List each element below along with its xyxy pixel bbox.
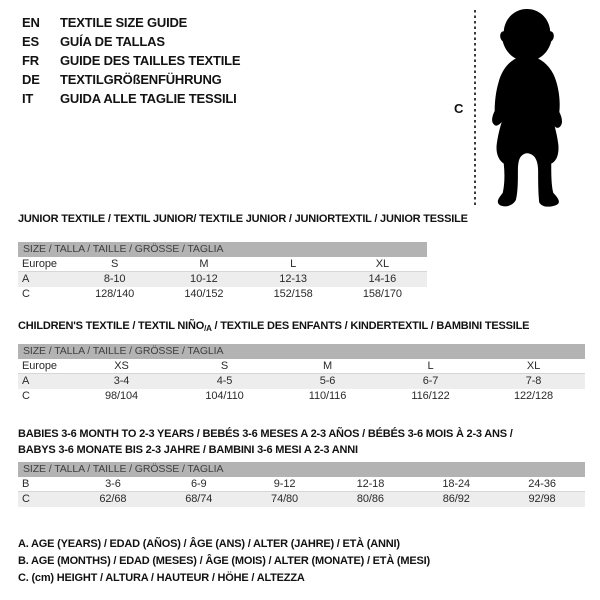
babies-size-table bbox=[18, 462, 585, 507]
footnote-c: C. (cm) HEIGHT / ALTURA / HAUTEUR / HÖHE / ALTEZZA bbox=[18, 572, 305, 584]
table-cell: 18-24 bbox=[442, 478, 471, 490]
legend-row bbox=[22, 70, 240, 89]
table-cell: XS bbox=[114, 360, 129, 372]
table-rows bbox=[18, 477, 585, 507]
table-cell: 12-18 bbox=[356, 478, 385, 490]
table-cell: 6-9 bbox=[190, 478, 207, 490]
title-line-1: BABIES 3-6 MONTH TO 2-3 YEARS / BEBÉS 3-6 MESES A 2-3 AÑOS / BÉBÉS 3-6 MOIS À 2-3 ANS / bbox=[18, 428, 513, 440]
language-title: TEXTILGRÖßENFÜHRUNG bbox=[60, 72, 222, 87]
title-subscript: /A bbox=[204, 324, 212, 333]
row-label: Europe bbox=[22, 360, 57, 372]
table-cell: 62/68 bbox=[99, 493, 127, 505]
language-title: GUIDE DES TAILLES TEXTILE bbox=[60, 53, 241, 68]
table-cell: 74/80 bbox=[271, 493, 299, 505]
table-cell: 5-6 bbox=[319, 375, 336, 387]
table-row bbox=[18, 257, 427, 272]
toddler-silhouette-icon bbox=[481, 7, 573, 207]
table-cell: XL bbox=[526, 360, 541, 372]
language-code: DE bbox=[22, 72, 40, 87]
table-cell: 9-12 bbox=[273, 478, 296, 490]
table-cell: 8-10 bbox=[103, 273, 126, 285]
table-cell: 158/170 bbox=[362, 288, 402, 300]
row-label: C bbox=[22, 493, 30, 505]
table-row bbox=[18, 272, 427, 287]
table-rows bbox=[18, 359, 585, 404]
junior-section-title: JUNIOR TEXTILE / TEXTIL JUNIOR/ TEXTILE JUNIOR / JUNIORTEXTIL / JUNIOR TESSILE bbox=[18, 213, 468, 225]
footnote-a: A. AGE (YEARS) / EDAD (AÑOS) / ÂGE (ANS) / ALTER (JAHRE) / ETÀ (ANNI) bbox=[18, 538, 400, 550]
table-cell: 12-13 bbox=[279, 273, 307, 285]
language-code: EN bbox=[22, 15, 40, 30]
table-row bbox=[18, 492, 585, 507]
row-label: B bbox=[22, 478, 30, 490]
table-cell: 24-36 bbox=[528, 478, 556, 490]
measure-footnotes bbox=[18, 536, 430, 587]
language-code: IT bbox=[22, 91, 34, 106]
children-size-table bbox=[18, 344, 585, 404]
language-title: GUIDA ALLE TAGLIE TESSILI bbox=[60, 91, 237, 106]
size-header-bar: SIZE / TALLA / TAILLE / GRÖSSE / TAGLIA bbox=[18, 344, 585, 359]
size-header-bar: SIZE / TALLA / TAILLE / GRÖSSE / TAGLIA bbox=[18, 242, 427, 257]
table-cell: 104/110 bbox=[205, 390, 244, 402]
table-cell: 116/122 bbox=[411, 390, 450, 402]
table-cell: M bbox=[199, 258, 209, 270]
table-cell: L bbox=[427, 360, 434, 372]
table-cell: 14-16 bbox=[368, 273, 397, 285]
legend-row bbox=[22, 51, 240, 70]
table-cell: 3-6 bbox=[105, 478, 121, 490]
table-rows bbox=[18, 257, 427, 302]
table-cell: 80/86 bbox=[356, 493, 384, 505]
language-code: FR bbox=[22, 53, 39, 68]
children-section-title bbox=[18, 320, 529, 333]
table-cell: 6-7 bbox=[422, 375, 439, 387]
language-legend bbox=[22, 13, 240, 108]
title-text: CHILDREN'S TEXTILE / TEXTIL NIÑO bbox=[18, 320, 205, 332]
table-cell: 110/116 bbox=[308, 390, 347, 402]
table-row bbox=[18, 359, 585, 374]
table-row bbox=[18, 477, 585, 492]
table-cell: S bbox=[111, 258, 119, 270]
table-cell: 3-4 bbox=[113, 375, 130, 387]
table-cell: 68/74 bbox=[185, 493, 213, 505]
table-cell: M bbox=[322, 360, 333, 372]
table-cell: 92/98 bbox=[528, 493, 556, 505]
table-cell: L bbox=[290, 258, 297, 270]
row-label: Europe bbox=[22, 258, 57, 270]
legend-row bbox=[22, 13, 240, 32]
language-title: GUÍA DE TALLAS bbox=[60, 34, 165, 49]
table-row bbox=[18, 389, 585, 404]
table-cell: 10-12 bbox=[190, 273, 218, 285]
table-cell: 128/140 bbox=[95, 288, 135, 300]
table-cell: 7-8 bbox=[525, 375, 542, 387]
table-row bbox=[18, 374, 585, 389]
legend-row bbox=[22, 89, 240, 108]
title-line-2: BABYS 3-6 MONATE BIS 2-3 JAHRE / BAMBINI 3-6 MESI A 2-3 ANNI bbox=[18, 444, 358, 456]
toddler-silhouette-path bbox=[492, 9, 562, 207]
legend-row bbox=[22, 32, 240, 51]
table-cell: 86/92 bbox=[442, 493, 470, 505]
table-cell: XL bbox=[375, 258, 389, 270]
row-label: C bbox=[22, 288, 30, 300]
title-text: / TEXTILE DES ENFANTS / KINDERTEXTIL / BAMBINI TESSILE bbox=[211, 320, 530, 332]
babies-section-title bbox=[18, 426, 513, 458]
language-code: ES bbox=[22, 34, 39, 49]
row-label: C bbox=[22, 390, 30, 402]
table-cell: 122/128 bbox=[513, 390, 554, 402]
table-row bbox=[18, 287, 427, 302]
table-cell: 140/152 bbox=[184, 288, 224, 300]
language-title: TEXTILE SIZE GUIDE bbox=[60, 15, 188, 30]
table-cell: 98/104 bbox=[104, 390, 139, 402]
table-cell: S bbox=[220, 360, 229, 372]
height-measure-dotted-line bbox=[474, 10, 476, 208]
footnote-b: B. AGE (MONTHS) / EDAD (MESES) / ÂGE (MOIS) / ALTER (MONATE) / ETÀ (MESI) bbox=[18, 555, 430, 567]
height-measure-label: C bbox=[454, 101, 464, 116]
row-label: A bbox=[22, 273, 30, 285]
table-cell: 152/158 bbox=[273, 288, 313, 300]
junior-size-table bbox=[18, 242, 427, 302]
row-label: A bbox=[22, 375, 30, 387]
table-cell: 4-5 bbox=[216, 375, 233, 387]
size-header-bar: SIZE / TALLA / TAILLE / GRÖSSE / TAGLIA bbox=[18, 462, 585, 477]
